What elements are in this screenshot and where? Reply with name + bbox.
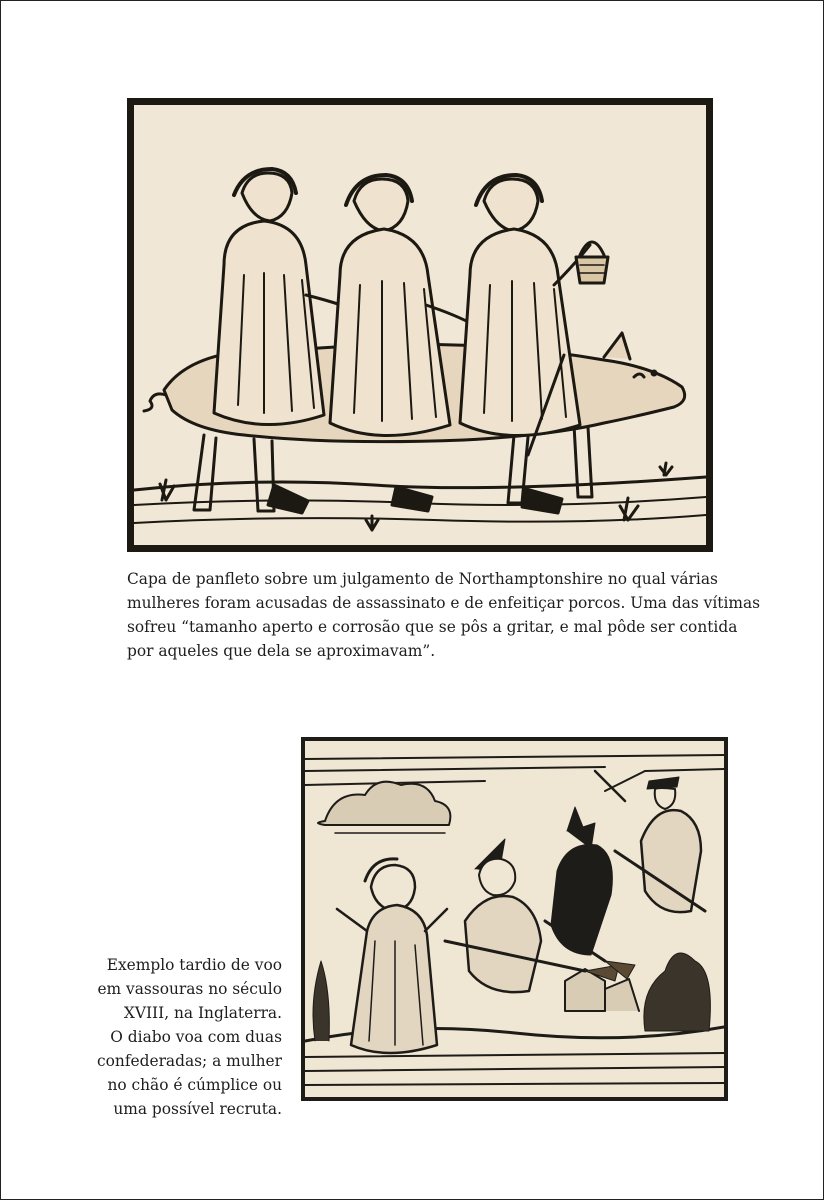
caption-line: Exemplo tardio de voo <box>106 956 282 974</box>
woodcut-illustration-1 <box>134 105 706 545</box>
caption-line: uma possível recruta. <box>113 1100 282 1118</box>
caption-line: confederadas; a mulher <box>97 1052 282 1070</box>
caption-line: O diabo voa com duas <box>110 1028 282 1046</box>
caption-line: Capa de panfleto sobre um julgamento de Northamptonshire no qual várias <box>127 570 718 588</box>
caption-line: em vassouras no século <box>97 980 282 998</box>
caption-line: XVIII, na Inglaterra. <box>123 1004 282 1022</box>
caption-line: sofreu “tamanho aperto e corrosão que se pôs a gritar, e mal pôde ser contida <box>127 618 738 636</box>
woodcut-witches-flying-brooms <box>301 737 728 1101</box>
figure-caption-1 <box>127 567 761 663</box>
caption-line: no chão é cúmplice ou <box>107 1076 282 1094</box>
woodcut-illustration-2 <box>305 741 724 1097</box>
woodcut-women-riding-pig <box>127 98 713 552</box>
caption-line: por aqueles que dela se aproximavam”. <box>127 642 436 660</box>
caption-line: mulheres foram acusadas de assassinato e de enfeitiçar porcos. Uma das vítimas <box>127 594 761 612</box>
figure-caption-2 <box>97 953 282 1121</box>
